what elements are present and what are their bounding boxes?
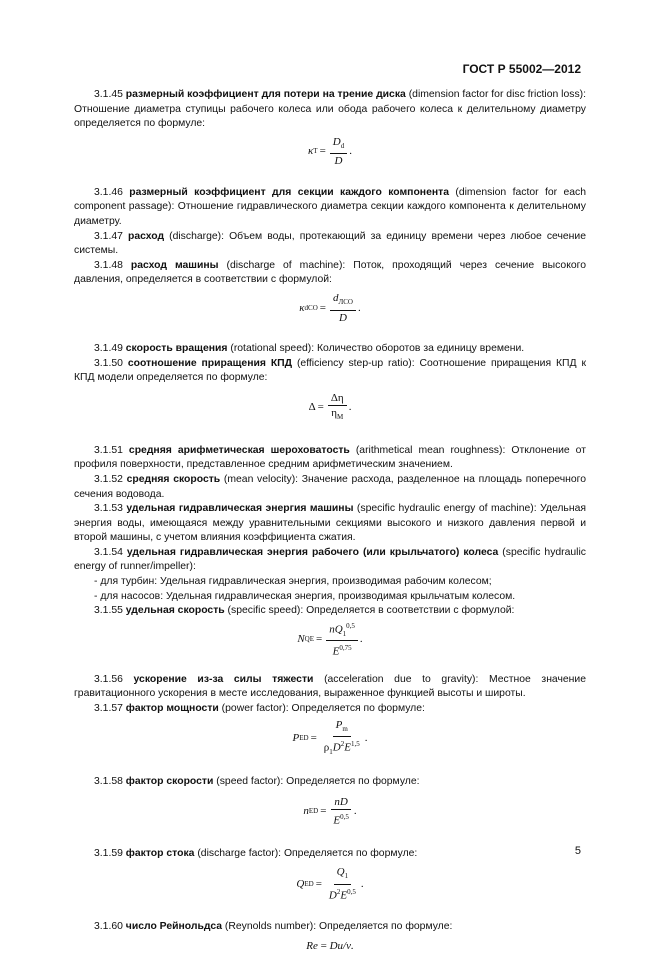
page-content	[74, 88, 586, 958]
item-3-1-51: 3.1.51 средняя арифметическая шероховатость (arithmetical mean roughness): Отклонение от профиля поверхности, представленное средним арифметическим значением.	[74, 444, 586, 471]
formula-3-1-59: Q ED = $\frac{Q_1}{D^2E^{0,5}}$ .	[296, 866, 364, 902]
item-3-1-47: 3.1.47 расход (discharge): Объем воды, протекающий за единицу времени через любое сечение системы.	[74, 230, 586, 257]
formula-3-1-55: N QE = $\frac{nQ_1^{0,5}}{E^{0,75}}$ .	[297, 621, 363, 659]
item-3-1-56: 3.1.56 ускорение из-за силы тяжести (acceleration due to gravity): Местное значение гравитационного ускорения в месте исследования, выраженное функцией высоты и широты.	[74, 673, 587, 700]
formula-3-1-58: n ED = $\frac{nD}{E^{0,5}}$ .	[303, 795, 357, 827]
item-3-1-53: 3.1.53 удельная гидравлическая энергия машины (specific hydraulic energy of machine): Удельная энергия воды, имеющаяся между уравнительными секциями высокого и низкого давления первой и второй машины, с учетом влияния коэффициента сжатия.	[74, 503, 586, 544]
item-3-1-54: 3.1.54 удельная гидравлическая энергия рабочего (или крыльчатого) колеса (specific hydraulic energy of runner/impeller):	[74, 546, 586, 573]
document-header: ГОСТ Р 55002—2012	[462, 62, 581, 76]
item-3-1-58: 3.1.58 фактор скорости (speed factor): Определяется по формуле:	[94, 775, 420, 787]
item-3-1-50: 3.1.50 соотношение приращения КПД (efficiency step-up ratio): Соотношение приращения КПД к КПД модели определяется по формуле:	[74, 357, 587, 384]
item-3-1-54-turbines: - для турбин: Удельная гидравлическая энергия, производимая рабочим колесом;	[94, 576, 492, 588]
formula-3-1-60: Re = Du/ν.	[306, 940, 354, 953]
item-3-1-46: 3.1.46 размерный коэффициент для секции каждого компонента (dimension factor for each component passage): Отношение гидравлического диаметра секции каждого компонента к делительному диаметру.	[74, 186, 587, 227]
formula-3-1-50: Δ = $\frac{\Delta\eta}{\eta_M}$ .	[308, 392, 352, 422]
item-3-1-49: 3.1.49 скорость вращения (rotational speed): Количество оборотов за единицу времени.	[94, 342, 525, 354]
formula-3-1-45: κ T = $\frac{D_d}{D}$ .	[308, 136, 352, 168]
formula-3-1-57: P ED = $\frac{P_m}{\rho_1D^2E^{1,5}}$ .	[292, 719, 368, 757]
item-3-1-52: 3.1.52 средняя скорость (mean velocity): Значение расхода, разделенное на площадь поперечного сечения водовода.	[74, 473, 586, 500]
item-3-1-45: 3.1.45 размерный коэффициент для потери на трение диска (dimension factor for disc friction loss): Отношение диаметра ступицы рабочего колеса или обода рабочего колеса к делительному диаметру определяется по формуле:	[74, 89, 586, 130]
page-number: 5	[574, 845, 581, 857]
item-3-1-55: 3.1.55 удельная скорость (specific speed): Определяется в соответствии с формулой:	[94, 605, 515, 617]
item-3-1-60: 3.1.60 число Рейнольдса (Reynolds number): Определяется по формуле:	[94, 920, 453, 932]
formula-3-1-48: κ dCO = $\frac{d_{ЛCO}}{D}$ .	[299, 292, 361, 324]
item-3-1-57: 3.1.57 фактор мощности (power factor): Определяется по формуле:	[94, 703, 425, 715]
item-3-1-54-pumps: - для насосов: Удельная гидравлическая энергия, производимая крыльчатым колесом.	[94, 590, 516, 602]
item-3-1-48: 3.1.48 расход машины (discharge of machine): Поток, проходящий через сечение высокого давления, определяется в соответствии с формулой:	[74, 259, 586, 286]
item-3-1-59: 3.1.59 фактор стока (discharge factor): Определяется по формуле:	[94, 848, 418, 860]
